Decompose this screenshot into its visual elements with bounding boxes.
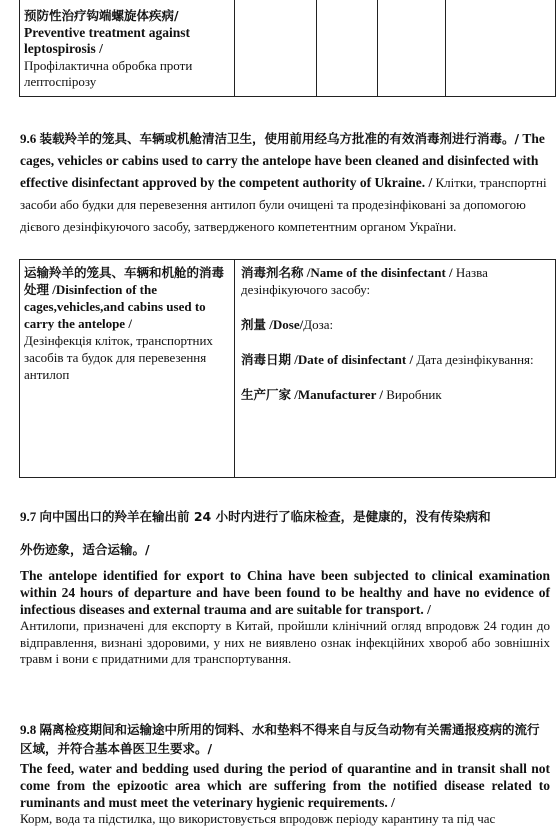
section-9-6-uk: Клітки, транспортні засоби або будки для перевезення антилоп були очищені та продезінфіковані за допомогою дієвого дезінфікуючого засобу, затвердженого компетентним органом України. — [20, 175, 547, 234]
table-column-divider — [377, 0, 378, 96]
table-column-divider — [316, 0, 317, 96]
top-table — [19, 0, 556, 97]
table-column-divider — [234, 0, 235, 96]
manufacturer-uk: Виробник — [386, 387, 442, 402]
manufacturer-cn: 生产厂家 — [241, 387, 292, 402]
manufacturer-en: /Manufacturer / — [294, 387, 383, 402]
table-column-divider — [445, 0, 446, 96]
section-9-7-uk: Антилопи, призначені для експорту в Китай, пройшли клінічний огляд впродовж 24 годин до відправлення, визнані здоровими, у них не виявлено ознак інфекційних хвороб або зовнішніх травм і вони є придатними для транспортування. — [20, 618, 550, 666]
dose-cn: 剂量 — [241, 317, 267, 332]
section-9-8 — [20, 720, 550, 828]
disinfection-date-field — [241, 351, 551, 368]
leptospirosis-cn: 预防性治疗钩端螺旋体疾病/ — [24, 8, 179, 23]
disinfection-date-cn: 消毒日期 — [241, 352, 292, 367]
leptospirosis-en: Preventive treatment against leptospirosis / — [24, 24, 190, 56]
disinfection-table — [19, 259, 556, 478]
section-9-8-en: The feed, water and bedding used during the period of quarantine and in transit shall not come from the epizootic area which are suffering from the notified disease related to ruminants and must meet the veterinary hygienic requirements. / — [20, 761, 550, 810]
section-9-6 — [20, 128, 550, 238]
disinfection-date-en: /Date of disinfectant / — [294, 352, 414, 367]
section-9-6-cn: 装载羚羊的笼具、车辆或机舱清洁卫生，使用前用经乌方批准的有效消毒剂进行消毒。/ — [39, 131, 520, 146]
leptospirosis-cell — [24, 8, 224, 91]
section-9-8-cn: 隔离检疫期间和运输途中所用的饲料、水和垫料不得来自与反刍动物有关需通报疫病的流行区域，并符合基本兽医卫生要求。/ — [20, 722, 540, 756]
disinfection-label-cell — [24, 264, 229, 383]
disinfection-label-en: /Disinfection of the cages,vehicles,and cabins used to carry the antelope / — [24, 282, 206, 331]
manufacturer-field — [241, 386, 551, 403]
disinfectant-name-field — [241, 264, 551, 298]
section-number: 9.6 — [20, 131, 37, 146]
disinfection-fields-cell — [241, 264, 551, 421]
dose-field — [241, 316, 551, 333]
disinfection-label-cn: 运输羚羊的笼具、车辆和机舱的消毒处理 — [24, 265, 225, 297]
section-9-7 — [20, 507, 550, 668]
disinfectant-name-en: /Name of the disinfectant / — [306, 265, 453, 280]
section-9-7-cn-1: 向中国出口的羚羊在输出前 24 小时内进行了临床检查，是健康的，没有传染病和 — [39, 509, 491, 524]
disinfectant-name-cn: 消毒剂名称 — [241, 265, 304, 280]
section-9-7-en: The antelope identified for export to China have been subjected to clinical examination within 24 hours of departure and have been found to be healthy and have no evidence of infectious diseases and external trauma and are suitable for transport. / — [20, 568, 550, 617]
section-9-6-en: The cages, vehicles or cabins used to carry the antelope have been cleaned and disinfected with effective disinfectant approved by the competent authority of Ukraine. / — [20, 131, 545, 190]
section-9-8-uk: Корм, вода та підстилка, що використовується впродовж періоду карантину та під час — [20, 811, 496, 826]
section-number: 9.8 — [20, 722, 37, 737]
section-number: 9.7 — [20, 509, 37, 524]
leptospirosis-uk: Профілактична обробка проти лептоспірозу — [24, 57, 193, 89]
dose-en: /Dose/ — [269, 317, 304, 332]
disinfectant-name-uk: Назва дезінфікуючого засобу: — [241, 265, 488, 297]
disinfection-label-uk: Дезінфекція кліток, транспортних засобів та будок для перевезення антилоп — [24, 333, 213, 382]
table-column-divider — [234, 260, 235, 477]
section-9-7-cn-2: 外伤迹象，适合运输。/ — [20, 542, 150, 557]
dose-uk: Доза: — [303, 317, 334, 332]
disinfection-date-uk: Дата дезінфікування: — [416, 352, 534, 367]
